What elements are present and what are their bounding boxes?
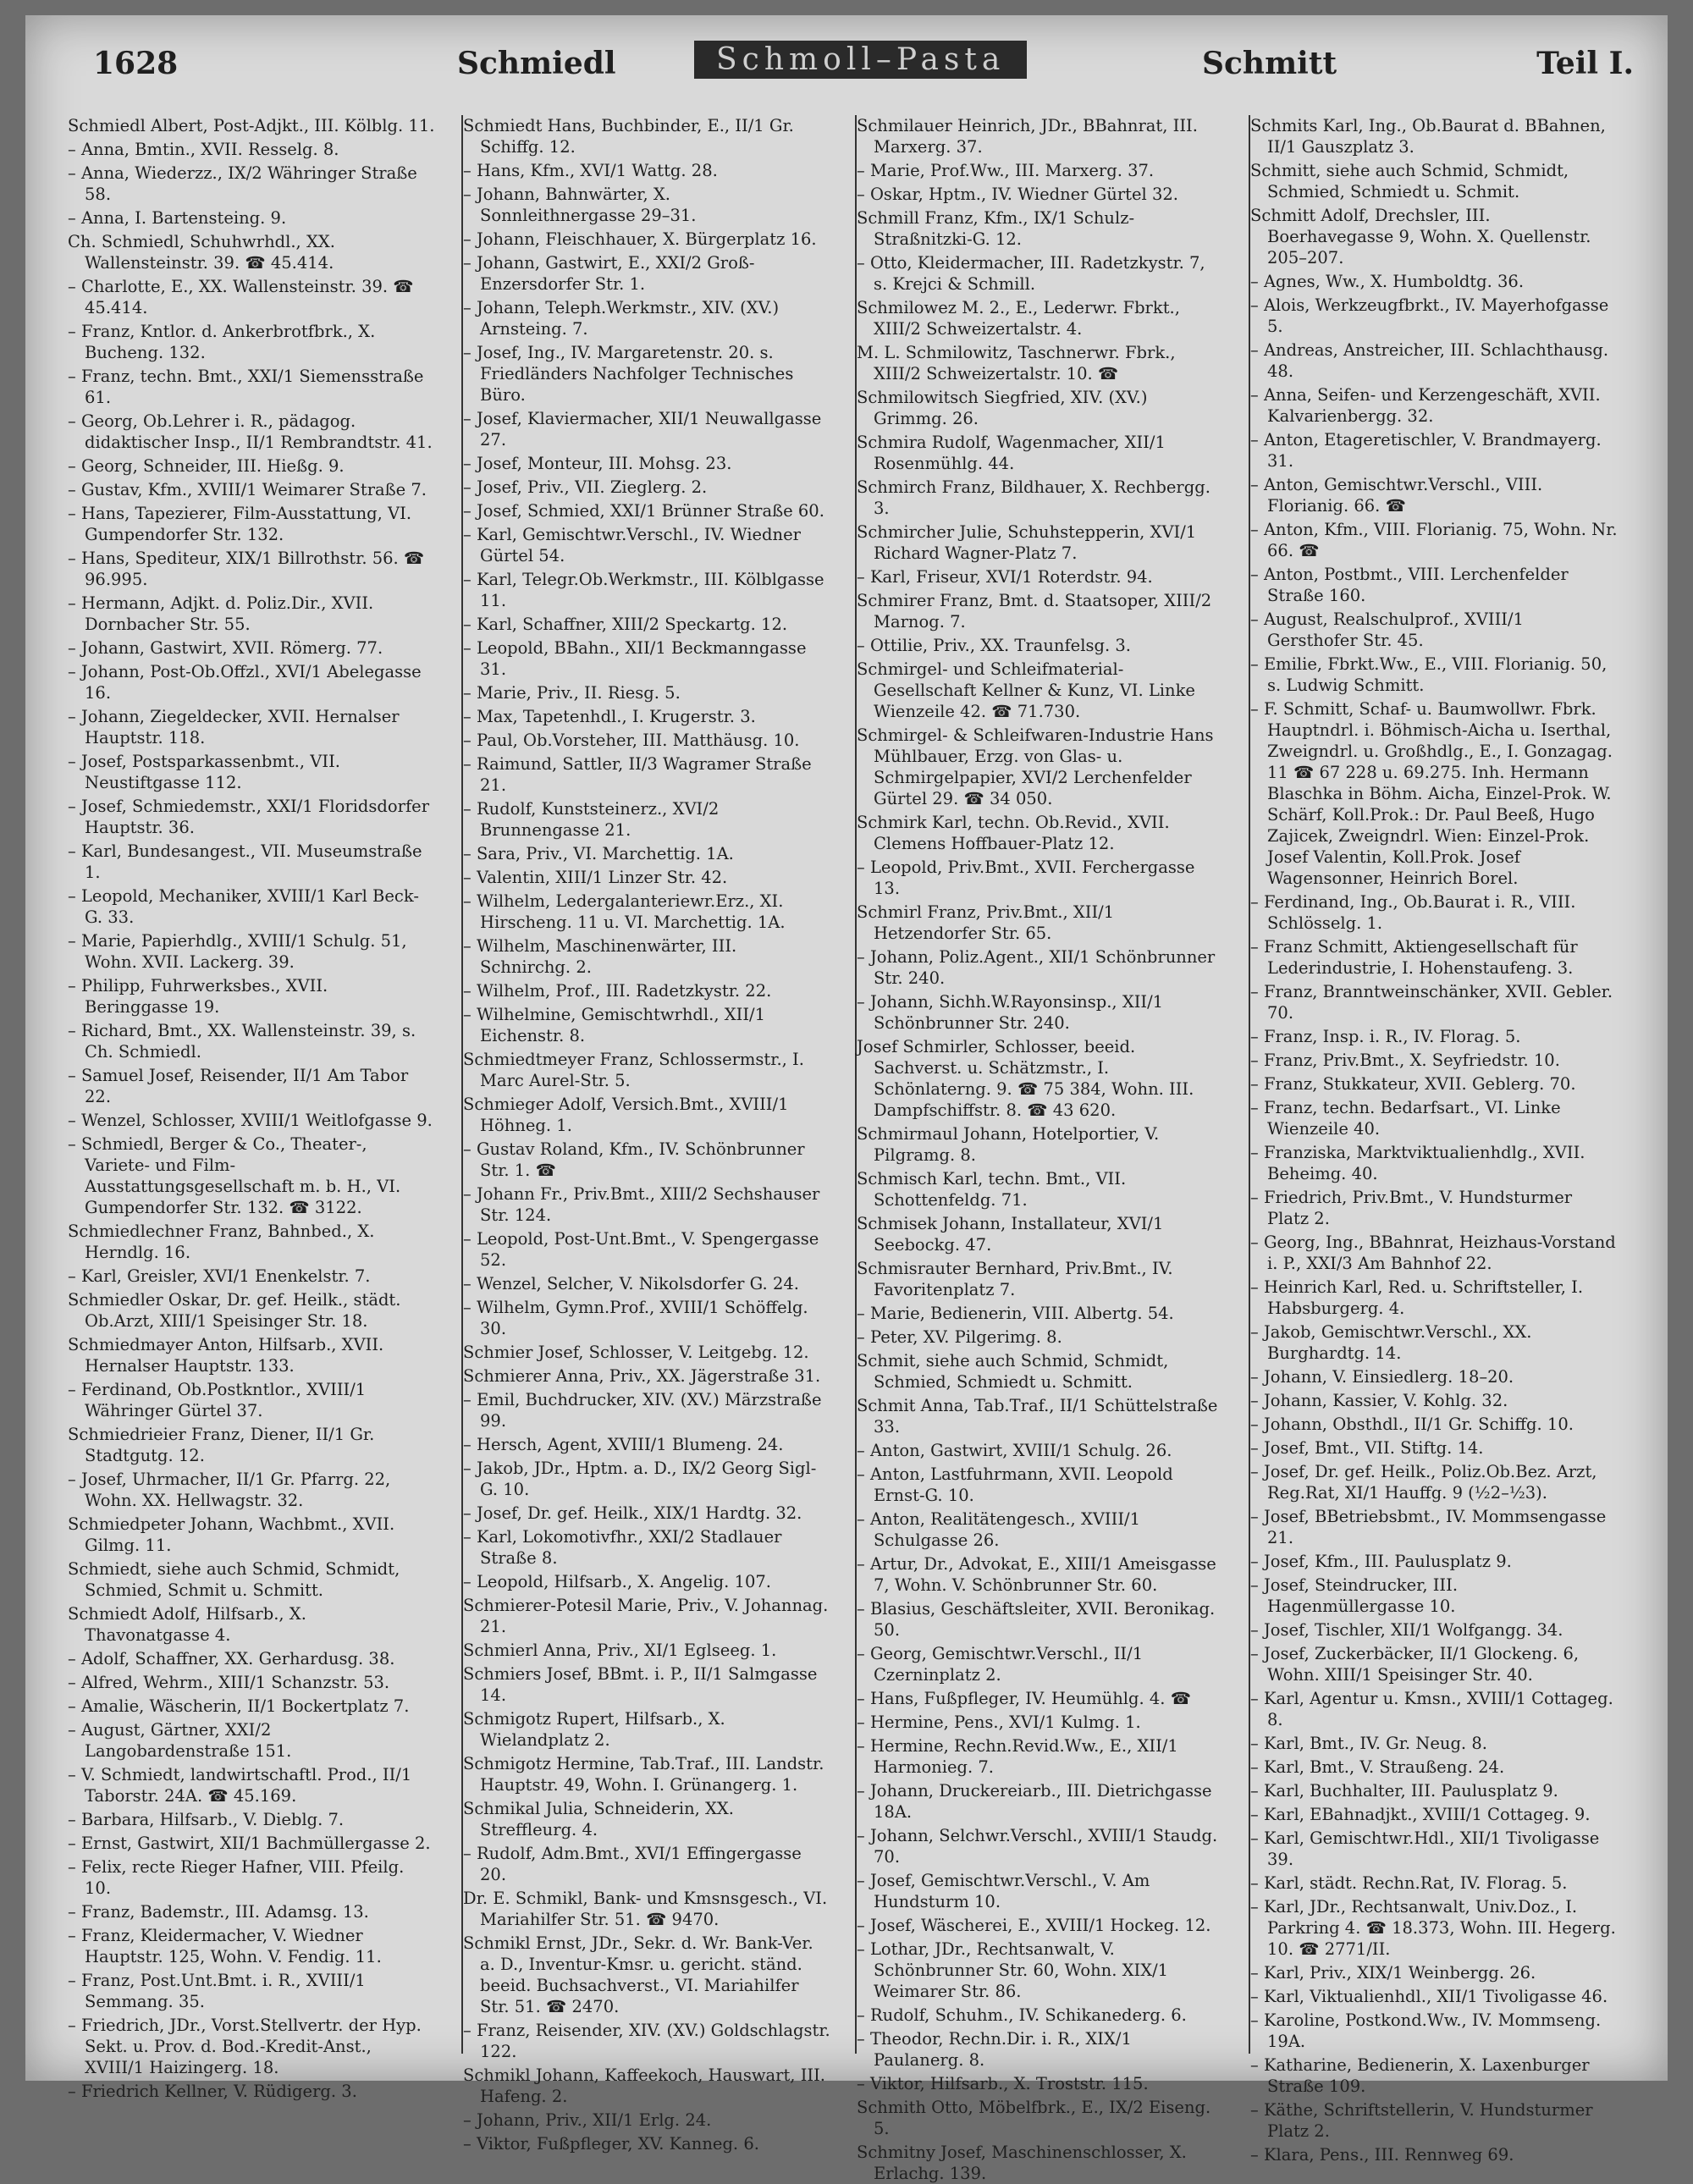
directory-entry: Schmiedpeter Johann, Wachbmt., XVII. Gilmg. 11.	[68, 1514, 395, 1555]
directory-entry: Schmigotz Rupert, Hilfsarb., X. Wielandplatz 2.	[463, 1709, 725, 1750]
directory-entry: Schmirmaul Johann, Hotelportier, V. Pilgramg. 8.	[857, 1124, 1160, 1165]
directory-entry: – Wilhelm, Prof., III. Radetzkystr. 22.	[463, 981, 772, 1001]
directory-entry: – Johann, Gastwirt, XVII. Römerg. 77.	[68, 638, 383, 658]
directory-entry: Schmiedt Hans, Buchbinder, E., II/1 Gr. Schiffg. 12.	[463, 116, 794, 157]
directory-entry: Schmiers Josef, BBmt. i. P., II/1 Salmgasse 14.	[463, 1664, 818, 1705]
directory-entry: – Anton, Realitätengesch., XVIII/1 Schulgasse 26.	[857, 1509, 1140, 1550]
directory-entry: – August, Realschulprof., XVIII/1 Gersthofer Str. 45.	[1250, 609, 1524, 650]
directory-entry: – Leopold, BBahn., XII/1 Beckmanngasse 31.	[463, 638, 807, 679]
directory-entry: – Gustav, Kfm., XVIII/1 Weimarer Straße 7.	[68, 480, 427, 499]
directory-entry: – Hermann, Adjkt. d. Poliz.Dir., XVII. Dornbacher Str. 55.	[68, 593, 374, 634]
directory-entry: – Marie, Papierhdlg., XVIII/1 Schulg. 51, Wohn. XVII. Lackerg. 39.	[68, 931, 407, 972]
directory-entry: Schmilowez M. 2., E., Lederwr. Fbrkt., XIII/2 Schweizertalstr. 4.	[857, 298, 1180, 339]
directory-entry: – Leopold, Priv.Bmt., XVII. Ferchergasse 13.	[857, 858, 1195, 898]
directory-entry: – Johann, Fleischhauer, X. Bürgerplatz 16.	[463, 229, 817, 249]
directory-entry: – Franz, Reisender, XIV. (XV.) Goldschlagstr. 122.	[463, 2021, 830, 2061]
directory-entry: – Johann, Bahnwärter, X. Sonnleithnergasse 29–31.	[463, 185, 697, 225]
directory-entry: – Johann, Priv., XII/1 Erlg. 24.	[463, 2110, 712, 2130]
directory-entry: – Max, Tapetenhdl., I. Krugerstr. 3.	[463, 707, 756, 726]
directory-entry: – Karl, Bundesangest., VII. Museumstraße 1.	[68, 841, 422, 882]
directory-entry: – Hans, Kfm., XVI/1 Wattg. 28.	[463, 161, 718, 180]
directory-entry: Schmigotz Hermine, Tab.Traf., III. Landstr. Hauptstr. 49, Wohn. I. Grünangerg. 1.	[463, 1754, 824, 1795]
directory-entry: Schmitt Adolf, Drechsler, III. Boerhavegasse 9, Wohn. X. Quellenstr. 205–207.	[1250, 206, 1591, 267]
directory-entry: – Andreas, Anstreicher, III. Schlachthausg. 48.	[1250, 340, 1609, 381]
directory-entry: – Leopold, Mechaniker, XVIII/1 Karl Beck-G. 33.	[68, 886, 419, 927]
directory-entry: – Franz, Insp. i. R., IV. Florag. 5.	[1250, 1027, 1521, 1046]
directory-entry: – Raimund, Sattler, II/3 Wagramer Straße 21.	[463, 754, 812, 795]
directory-entry: Schmirl Franz, Priv.Bmt., XII/1 Hetzendorfer Str. 65.	[857, 902, 1115, 943]
directory-entry: – Anton, Gastwirt, XVIII/1 Schulg. 26.	[857, 1441, 1172, 1460]
directory-entry: – Josef, Gemischtwr.Verschl., V. Am Hundsturm 10.	[857, 1871, 1150, 1911]
directory-entry: – Franz, Kleidermacher, V. Wiedner Hauptstr. 125, Wohn. V. Fendig. 11.	[68, 1926, 382, 1966]
directory-entry: Schmisek Johann, Installateur, XVI/1 Seebockg. 47.	[857, 1214, 1164, 1255]
directory-entry: – Gustav Roland, Kfm., IV. Schönbrunner Str. 1. ☎	[463, 1139, 805, 1180]
directory-entry: Schmikl Ernst, JDr., Sekr. d. Wr. Bank-Ver. a. D., Inventur-Kmsr. u. gericht. ständ. beeid. Buchsachverst., VI. Mariahilfer Str. 51. ☎ 2470.	[463, 1933, 813, 2016]
directory-entry: – Ernst, Gastwirt, XII/1 Bachmüllergasse 2.	[68, 1834, 431, 1853]
directory-entry: – Johann, Obsthdl., II/1 Gr. Schiffg. 10.	[1250, 1415, 1574, 1434]
directory-entry: – Leopold, Hilfsarb., X. Angelig. 107.	[463, 1572, 771, 1591]
directory-entry: – Hermine, Pens., XVI/1 Kulmg. 1.	[857, 1712, 1141, 1732]
directory-entry: – Ferdinand, Ob.Postkntlor., XVIII/1 Währinger Gürtel 37.	[68, 1380, 367, 1420]
directory-entry: Schmisch Karl, techn. Bmt., VII. Schottenfeldg. 71.	[857, 1169, 1127, 1210]
directory-entry: Schmiedt Adolf, Hilfsarb., X. Thavonatgasse 4.	[68, 1604, 306, 1645]
directory-entry: – Marie, Prof.Ww., III. Marxerg. 37.	[857, 161, 1155, 180]
directory-entry: – Emilie, Fbrkt.Ww., E., VIII. Florianig. 50, s. Ludwig Schmitt.	[1250, 654, 1608, 695]
directory-entry: Schmiedtmeyer Franz, Schlossermstr., I. Marc Aurel-Str. 5.	[463, 1050, 804, 1090]
directory-entry: – Franz Schmitt, Aktiengesellschaft für Lederindustrie, I. Hohenstaufeng. 3.	[1250, 937, 1578, 978]
directory-entry: – Paul, Ob.Vorsteher, III. Matthäusg. 10.	[463, 731, 800, 750]
directory-entry: – Anna, Bmtin., XVII. Resselg. 8.	[68, 140, 339, 159]
directory-entry: – Josef, Dr. gef. Heilk., XIX/1 Hardtg. 32.	[463, 1503, 802, 1523]
directory-entry: – Karl, städt. Rechn.Rat, IV. Florag. 5.	[1250, 1873, 1568, 1893]
directory-entry: Josef Schmirler, Schlosser, beeid. Sachverst. u. Schätzmstr., I. Schönlaterng. 9. ☎ 75 384, Wohn. III. Dampfschiffstr. 8. ☎ 43 620.	[857, 1037, 1194, 1120]
page-header	[68, 39, 1634, 98]
directory-entry: – Georg, Ing., BBahnrat, Heizhaus-Vorstand i. P., XXI/3 Am Bahnhof 22.	[1250, 1233, 1616, 1273]
directory-entry: – Karl, Bmt., IV. Gr. Neug. 8.	[1250, 1734, 1487, 1753]
directory-column-1	[68, 115, 440, 2101]
directory-entry: Schmirgel- & Schleifwaren-Industrie Hans Mühlbauer, Erzg. von Glas- u. Schmirgelpapier, XVI/2 Lerchenfelder Gürtel 29. ☎ 34 050.	[857, 725, 1214, 808]
directory-entry: Schmier Josef, Schlosser, V. Leitgebg. 12.	[463, 1343, 809, 1362]
directory-entry: – Anna, Seifen- und Kerzengeschäft, XVII. Kalvarienbergg. 32.	[1250, 385, 1601, 426]
page-number: 1628	[93, 46, 179, 81]
directory-entry: – Franz, Post.Unt.Bmt. i. R., XVIII/1 Semmang. 35.	[68, 1971, 366, 2011]
directory-entry: Schmiedrieier Franz, Diener, II/1 Gr. Stadtgutg. 12.	[68, 1425, 375, 1465]
directory-entry: Schmiedt, siehe auch Schmid, Schmidt, Schmied, Schmit u. Schmitt.	[68, 1559, 400, 1600]
directory-entry: – Josef, Klaviermacher, XII/1 Neuwallgasse 27.	[463, 409, 822, 449]
directory-entry: – Karl, Bmt., V. Straußeng. 24.	[1250, 1757, 1505, 1777]
directory-entry: – Alois, Werkzeugfbrkt., IV. Mayerhofgasse 5.	[1250, 295, 1609, 336]
directory-entry: – Anna, Wiederzz., IX/2 Währinger Straße 58.	[68, 163, 417, 204]
directory-entry: – Wenzel, Selcher, V. Nikolsdorfer G. 24.	[463, 1274, 799, 1293]
directory-entry: – Alfred, Wehrm., XIII/1 Schanzstr. 53.	[68, 1673, 390, 1692]
directory-entry: Schmit, siehe auch Schmid, Schmidt, Schmied, Schmiedt u. Schmitt.	[857, 1351, 1169, 1392]
directory-entry: – Friedrich Kellner, V. Rüdigerg. 3.	[68, 2082, 357, 2101]
directory-entry: – Josef, Dr. gef. Heilk., Poliz.Ob.Bez. Arzt, Reg.Rat, XI/1 Hauffg. 9 (½2–½3).	[1250, 1462, 1597, 1503]
directory-entry: Schmill Franz, Kfm., IX/1 Schulz-Straßnitzki-G. 12.	[857, 208, 1135, 249]
directory-entry: – Karl, Priv., XIX/1 Weinbergg. 26.	[1250, 1963, 1536, 1983]
directory-entry: – Viktor, Hilfsarb., X. Troststr. 115.	[857, 2074, 1149, 2093]
directory-entry: – Josef, Kfm., III. Paulusplatz 9.	[1250, 1552, 1512, 1571]
directory-entry: – Hermine, Rechn.Revid.Ww., E., XII/1 Harmonieg. 7.	[857, 1736, 1178, 1777]
directory-entry: – Rudolf, Kunststeinerz., XVI/2 Brunnengasse 21.	[463, 799, 720, 840]
directory-entry: – Marie, Priv., II. Riesg. 5.	[463, 683, 681, 703]
directory-entry: – F. Schmitt, Schaf- u. Baumwollwr. Fbrk. Hauptndrl. i. Böhmisch-Aicha u. Iserthal, Zweigndrl. u. Großhdlg., E., I. Gonzagag. 11 ☎ 67 228 u. 69.275. Inh. Hermann Blaschka in Böhm. Aicha, Einzel-Prok. W. Schärf, Koll.Prok.: Dr. Paul Beeß, Hugo Zajicek, Zweigndrl. Wien: Einzel-Prok. Josef Valentin, Koll.Prok. Josef Wagensonner, Heinrich Borel.	[1250, 699, 1613, 888]
directory-entry: – Josef, Wäscherei, E., XVIII/1 Hockeg. 12.	[857, 1916, 1211, 1935]
directory-entry: Ch. Schmiedl, Schuhwrhdl., XX. Wallensteinstr. 39. ☎ 45.414.	[68, 232, 335, 273]
directory-entry: Schmirer Franz, Bmt. d. Staatsoper, XIII/2 Marnog. 7.	[857, 591, 1212, 631]
directory-entry: – Anton, Lastfuhrmann, XVII. Leopold Ernst-G. 10.	[857, 1464, 1173, 1505]
directory-entry: – Felix, recte Rieger Hafner, VIII. Pfeilg. 10.	[68, 1857, 405, 1898]
directory-entry: – Wilhelm, Gymn.Prof., XVIII/1 Schöffelg. 30.	[463, 1298, 808, 1338]
directory-entry: – Karl, JDr., Rechtsanwalt, Univ.Doz., I. Parkring 4. ☎ 18.373, Wohn. III. Hegerg. 10. ☎ 2771/II.	[1250, 1897, 1616, 1959]
directory-entry: – Hans, Fußpfleger, IV. Heumühlg. 4. ☎	[857, 1689, 1191, 1708]
directory-entry: Schmira Rudolf, Wagenmacher, XII/1 Rosenmühlg. 44.	[857, 433, 1166, 473]
directory-entry: – Jakob, JDr., Hptm. a. D., IX/2 Georg Sigl-G. 10.	[463, 1459, 817, 1499]
directory-entry: – Wenzel, Schlosser, XVIII/1 Weitlofgasse 9.	[68, 1111, 433, 1130]
directory-entry: Schmisrauter Bernhard, Priv.Bmt., IV. Favoritenplatz 7.	[857, 1259, 1173, 1299]
directory-entry: – Karl, Gemischtwr.Hdl., XII/1 Tivoligasse 39.	[1250, 1828, 1600, 1869]
directory-entry: – Josef, Priv., VII. Zieglerg. 2.	[463, 477, 708, 497]
directory-entry: – Anton, Etageretischler, V. Brandmayerg. 31.	[1250, 430, 1602, 471]
directory-entry: – Josef, Ing., IV. Margaretenstr. 20. s. Friedländers Nachfolger Technisches Büro.	[463, 343, 794, 405]
directory-entry: – Johann, Teleph.Werkmstr., XIV. (XV.) Arnsteing. 7.	[463, 298, 780, 339]
directory-entry: – Karl, Greisler, XVI/1 Enenkelstr. 7.	[68, 1266, 371, 1286]
directory-entry: – Schmiedl, Berger & Co., Theater-, Variete- und Film-Ausstattungsgesellschaft m. b. H., VI. Gumpendorfer Str. 132. ☎ 3122.	[68, 1134, 401, 1217]
directory-entry: – Karl, Viktualienhdl., XII/1 Tivoligasse 46.	[1250, 1987, 1608, 2006]
directory-entry: – Hans, Tapezierer, Film-Ausstattung, VI. Gumpendorfer Str. 132.	[68, 504, 412, 544]
directory-entry: – Samuel Josef, Reisender, II/1 Am Tabor 22.	[68, 1066, 409, 1106]
directory-entry: – Rudolf, Adm.Bmt., XVI/1 Effingergasse 20.	[463, 1844, 802, 1884]
directory-entry: – Josef, Monteur, III. Mohsg. 23.	[463, 454, 732, 473]
directory-entry: – Johann, Druckereiarb., III. Dietrichgasse 18A.	[857, 1781, 1212, 1822]
directory-column-2	[461, 115, 835, 2154]
directory-entry: Schmits Karl, Ing., Ob.Baurat d. BBahnen, II/1 Gauszplatz 3.	[1250, 116, 1606, 157]
directory-entry: – Valentin, XIII/1 Linzer Str. 42.	[463, 868, 728, 887]
directory-entry: Schmierer Anna, Priv., XX. Jägerstraße 31.	[463, 1366, 821, 1386]
right-headword: Schmitt	[1202, 46, 1337, 81]
directory-entry: – Karl, Lokomotivfhr., XXI/2 Stadlauer Straße 8.	[463, 1527, 782, 1568]
directory-entry: – Georg, Gemischtwr.Verschl., II/1 Czerninplatz 2.	[857, 1644, 1144, 1685]
directory-entry: – Franziska, Marktviktualienhdlg., XVII. Beheimg. 40.	[1250, 1143, 1585, 1183]
directory-entry: – Marie, Bedienerin, VIII. Albertg. 54.	[857, 1304, 1174, 1323]
directory-entry: – Lothar, JDr., Rechtsanwalt, V. Schönbrunner Str. 60, Wohn. XIX/1 Weimarer Str. 86.	[857, 1939, 1169, 2001]
directory-entry: Schmieger Adolf, Versich.Bmt., XVIII/1 Höhneg. 1.	[463, 1095, 789, 1135]
directory-entry: – Friedrich, Priv.Bmt., V. Hundsturmer Platz 2.	[1250, 1188, 1573, 1228]
directory-entry: – Josef, Steindrucker, III. Hagenmüllergasse 10.	[1250, 1575, 1459, 1616]
directory-entry: – Amalie, Wäscherin, II/1 Bockertplatz 7.	[68, 1696, 410, 1716]
directory-entry: – Josef, Bmt., VII. Stiftg. 14.	[1250, 1438, 1484, 1458]
directory-entry: Schmirk Karl, techn. Ob.Revid., XVII. Clemens Hoffbauer-Platz 12.	[857, 813, 1170, 853]
directory-entry: – Franz, Stukkateur, XVII. Geblerg. 70.	[1250, 1074, 1576, 1094]
directory-entry: – Franz, Priv.Bmt., X. Seyfriedstr. 10.	[1250, 1051, 1560, 1070]
directory-entry: Schmirch Franz, Bildhauer, X. Rechbergg. 3.	[857, 477, 1210, 518]
directory-entry: – Johann, Ziegeldecker, XVII. Hernalser Hauptstr. 118.	[68, 707, 400, 747]
directory-entry: – Wilhelm, Maschinenwärter, III. Schnirchg. 2.	[463, 936, 737, 977]
directory-entry: – Franz, techn. Bmt., XXI/1 Siemensstraße 61.	[68, 367, 424, 407]
directory-entry: Schmierer-Potesil Marie, Priv., V. Johannag. 21.	[463, 1596, 829, 1636]
directory-entry: – Josef, Schmied, XXI/1 Brünner Straße 60.	[463, 501, 824, 521]
directory-entry: Schmit Anna, Tab.Traf., II/1 Schüttelstraße 33.	[857, 1396, 1218, 1437]
directory-entry: – Peter, XV. Pilgerimg. 8.	[857, 1327, 1062, 1347]
directory-entry: – Josef, Schmiedemstr., XXI/1 Floridsdorfer Hauptstr. 36.	[68, 797, 430, 837]
directory-entry: – Franz, techn. Bedarfsart., VI. Linke Wienzeile 40.	[1250, 1098, 1561, 1139]
directory-entry: – Johann, Selchwr.Verschl., XVIII/1 Staudg. 70.	[857, 1826, 1218, 1867]
directory-entry: Schmiedmayer Anton, Hilfsarb., XVII. Hernalser Hauptstr. 133.	[68, 1335, 384, 1376]
section-banner: Schmoll–Pasta	[694, 41, 1027, 79]
directory-entry: – August, Gärtner, XXI/2 Langobardenstraße 151.	[68, 1720, 292, 1761]
directory-entry: – Josef, Tischler, XII/1 Wolfgangg. 34.	[1250, 1620, 1563, 1640]
directory-entry: – Ferdinand, Ing., Ob.Baurat i. R., VIII. Schlösselg. 1.	[1250, 892, 1576, 933]
directory-entry: – Franz, Bademstr., III. Adamsg. 13.	[68, 1902, 369, 1922]
directory-entry: – Emil, Buchdrucker, XIV. (XV.) Märzstraße 99.	[463, 1390, 822, 1431]
directory-entry: – Jakob, Gemischtwr.Verschl., XX. Burghardtg. 14.	[1250, 1322, 1532, 1363]
directory-entry: Schmirgel- und Schleifmaterial-Gesellschaft Kellner & Kunz, VI. Linke Wienzeile 42. ☎ 71.730.	[857, 659, 1195, 721]
directory-entry: – Agnes, Ww., X. Humboldtg. 36.	[1250, 272, 1525, 291]
directory-page	[25, 15, 1668, 2183]
directory-entry: – Theodor, Rechn.Dir. i. R., XIX/1 Paulanerg. 8.	[857, 2029, 1132, 2070]
directory-entry: – Anton, Kfm., VIII. Florianig. 75, Wohn. Nr. 66. ☎	[1250, 520, 1618, 560]
directory-entry: Schmiedlechner Franz, Bahnbed., X. Herndlg. 16.	[68, 1222, 375, 1262]
directory-entry: – Friedrich, JDr., Vorst.Stellvertr. der Hyp. Sekt. u. Prov. d. Bod.-Kredit-Anst., XVIII/1 Haizingerg. 18.	[68, 2016, 422, 2077]
directory-entry: – Karl, EBahnadjkt., XVIII/1 Cottageg. 9.	[1250, 1805, 1591, 1824]
directory-entry: – Leopold, Post-Unt.Bmt., V. Spengergasse 52.	[463, 1229, 819, 1270]
directory-entry: – Otto, Kleidermacher, III. Radetzkystr. 7, s. Krejci & Schmill.	[857, 253, 1205, 294]
directory-entry: – Charlotte, E., XX. Wallensteinstr. 39. ☎ 45.414.	[68, 277, 414, 317]
directory-entry: – Adolf, Schaffner, XX. Gerhardusg. 38.	[68, 1649, 395, 1668]
directory-entry: – Heinrich Karl, Red. u. Schriftsteller, I. Habsburgerg. 4.	[1250, 1277, 1584, 1318]
directory-entry: – Georg, Schneider, III. Hießg. 9.	[68, 456, 345, 476]
directory-entry: – Hans, Spediteur, XIX/1 Billrothstr. 56. ☎ 96.995.	[68, 549, 425, 589]
directory-entry: – Wilhelm, Ledergalanteriewr.Erz., XI. Hirscheng. 11 u. VI. Marchettig. 1A.	[463, 891, 786, 932]
directory-column-3	[855, 115, 1229, 2183]
directory-entry: – Anton, Postbmt., VIII. Lerchenfelder Straße 160.	[1250, 565, 1569, 605]
directory-entry: – Käthe, Schriftstellerin, V. Hundsturmer Platz 2.	[1250, 2100, 1593, 2141]
directory-entry: – Blasius, Geschäftsleiter, XVII. Beronikag. 50.	[857, 1599, 1216, 1640]
directory-entry: – Karl, Telegr.Ob.Werkmstr., III. Kölblgasse 11.	[463, 570, 824, 610]
directory-entry: – Karl, Agentur u. Kmsn., XVIII/1 Cottageg. 8.	[1250, 1689, 1613, 1729]
directory-entry: – Josef, Uhrmacher, II/1 Gr. Pfarrg. 22, Wohn. XX. Hellwagstr. 32.	[68, 1470, 391, 1510]
directory-column-4	[1249, 115, 1623, 2165]
directory-entry: Schmikl Johann, Kaffeekoch, Hauswart, III. Hafeng. 2.	[463, 2065, 826, 2106]
directory-entry: – Artur, Dr., Advokat, E., XIII/1 Ameisgasse 7, Wohn. V. Schönbrunner Str. 60.	[857, 1554, 1216, 1595]
directory-entry: – Johann, Sichh.W.Rayonsinsp., XII/1 Schönbrunner Str. 240.	[857, 992, 1164, 1033]
directory-entry: – Josef, Zuckerbäcker, II/1 Glockeng. 6, Wohn. XIII/1 Speisinger Str. 40.	[1250, 1644, 1580, 1685]
directory-entry: – Klara, Pens., III. Rennweg 69.	[1250, 2145, 1514, 2165]
directory-entry: – Johann, V. Einsiedlerg. 18–20.	[1250, 1367, 1514, 1387]
directory-entry: – Karoline, Postkond.Ww., IV. Mommseng. 19A.	[1250, 2010, 1602, 2051]
directory-entry: – Franz, Kntlor. d. Ankerbrotfbrk., X. Bucheng. 132.	[68, 322, 376, 362]
directory-entry: – Johann, Poliz.Agent., XII/1 Schönbrunner Str. 240.	[857, 947, 1216, 988]
directory-entry: Schmilowitsch Siegfried, XIV. (XV.) Grimmg. 26.	[857, 388, 1148, 428]
directory-entry: – Anna, I. Bartensteing. 9.	[68, 208, 287, 228]
directory-entry: – Katharine, Bedienerin, X. Laxenburger Straße 109.	[1250, 2055, 1590, 2096]
directory-entry: – Rudolf, Schuhm., IV. Schikanederg. 6.	[857, 2005, 1187, 2025]
left-headword: Schmiedl	[457, 46, 616, 81]
directory-entry: – V. Schmiedt, landwirtschaftl. Prod., II/1 Taborstr. 24A. ☎ 45.169.	[68, 1765, 412, 1806]
part-label: Teil I.	[1536, 46, 1634, 81]
directory-entry: – Philipp, Fuhrwerksbes., XVII. Beringgasse 19.	[68, 976, 328, 1017]
directory-entry: Schmierl Anna, Priv., XI/1 Eglseeg. 1.	[463, 1641, 777, 1660]
directory-entry: – Wilhelmine, Gemischtwrhdl., XII/1 Eichenstr. 8.	[463, 1005, 765, 1045]
directory-entry: – Barbara, Hilfsarb., V. Dieblg. 7.	[68, 1810, 345, 1829]
directory-entry: Schmikal Julia, Schneiderin, XX. Streffleurg. 4.	[463, 1799, 734, 1839]
directory-entry: – Franz, Branntweinschänker, XVII. Gebler. 70.	[1250, 982, 1613, 1023]
directory-entry: – Johann Fr., Priv.Bmt., XIII/2 Sechshauser Str. 124.	[463, 1184, 820, 1225]
directory-entry: Schmitny Josef, Maschinenschlosser, X. Erlachg. 139.	[857, 2143, 1187, 2183]
directory-entry: – Karl, Schaffner, XIII/2 Speckartg. 12.	[463, 615, 788, 634]
directory-entry: – Anton, Gemischtwr.Verschl., VIII. Florianig. 66. ☎	[1250, 475, 1543, 516]
directory-entry: – Viktor, Fußpfleger, XV. Kanneg. 6.	[463, 2134, 759, 2154]
directory-entry: – Josef, Postsparkassenbmt., VII. Neustiftgasse 112.	[68, 752, 340, 792]
directory-entry: – Hersch, Agent, XVIII/1 Blumeng. 24.	[463, 1435, 784, 1454]
directory-entry: – Ottilie, Priv., XX. Traunfelsg. 3.	[857, 636, 1131, 655]
directory-entry: Schmith Otto, Möbelfbrk., E., IX/2 Eiseng. 5.	[857, 2098, 1211, 2138]
directory-entry: Schmilauer Heinrich, JDr., BBahnrat, III. Marxerg. 37.	[857, 116, 1198, 157]
directory-entry: Schmiedl Albert, Post-Adjkt., III. Kölblg. 11.	[68, 116, 435, 135]
directory-entry: – Georg, Ob.Lehrer i. R., pädagog. didaktischer Insp., II/1 Rembrandtstr. 41.	[68, 411, 433, 452]
directory-entry: – Karl, Gemischtwr.Verschl., IV. Wiedner Gürtel 54.	[463, 525, 801, 565]
directory-entry: Schmitt, siehe auch Schmid, Schmidt, Schmied, Schmiedt u. Schmit.	[1250, 161, 1569, 201]
directory-entry: Dr. E. Schmikl, Bank- und Kmsnsgesch., VI. Mariahilfer Str. 51. ☎ 9470.	[463, 1889, 828, 1929]
directory-entry: – Oskar, Hptm., IV. Wiedner Gürtel 32.	[857, 185, 1179, 204]
directory-entry: – Karl, Friseur, XVI/1 Roterdstr. 94.	[857, 567, 1153, 587]
directory-entry: Schmircher Julie, Schuhstepperin, XVI/1 Richard Wagner-Platz 7.	[857, 522, 1197, 563]
directory-entry: – Josef, BBetriebsbmt., IV. Mommsengasse 21.	[1250, 1507, 1607, 1547]
directory-entry: Schmiedler Oskar, Dr. gef. Heilk., städt. Ob.Arzt, XIII/1 Speisinger Str. 18.	[68, 1290, 401, 1331]
directory-entry: M. L. Schmilowitz, Taschnerwr. Fbrk., XIII/2 Schweizertalstr. 10. ☎	[857, 343, 1176, 383]
directory-entry: – Johann, Kassier, V. Kohlg. 32.	[1250, 1391, 1508, 1410]
directory-entry: – Sara, Priv., VI. Marchettig. 1A.	[463, 844, 734, 863]
directory-entry: – Johann, Gastwirt, E., XXI/2 Groß-Enzersdorfer Str. 1.	[463, 253, 755, 294]
directory-entry: – Karl, Buchhalter, III. Paulusplatz 9.	[1250, 1781, 1558, 1801]
directory-entry: – Richard, Bmt., XX. Wallensteinstr. 39, s. Ch. Schmiedl.	[68, 1021, 416, 1062]
directory-columns	[68, 115, 1634, 2183]
directory-entry: – Johann, Post-Ob.Offzl., XVI/1 Abelegasse 16.	[68, 662, 422, 703]
